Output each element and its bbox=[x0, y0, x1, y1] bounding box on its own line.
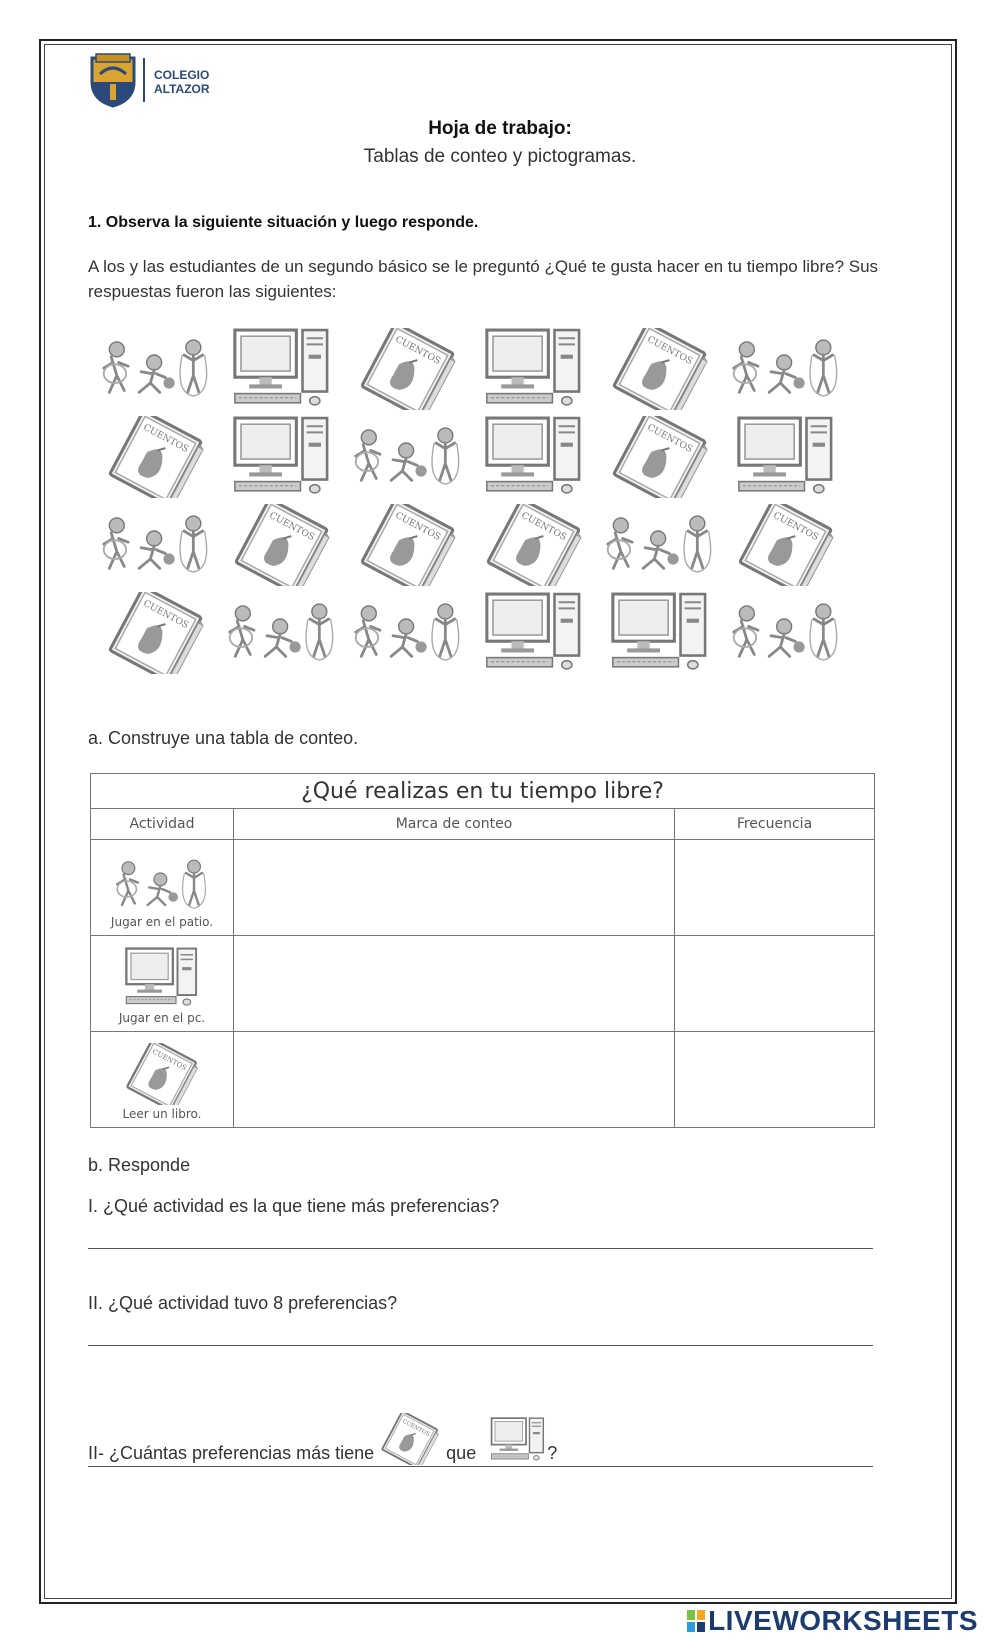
activity-picture-grid bbox=[100, 328, 880, 676]
part-b-label: b. Responde bbox=[88, 1155, 191, 1175]
children-playing-icon bbox=[604, 504, 722, 590]
tally-table bbox=[90, 773, 875, 1128]
storybook-icon bbox=[604, 328, 722, 414]
tally-cell[interactable] bbox=[234, 840, 675, 936]
question-1-heading: 1. Observa la siguiente situación y luego responde. bbox=[88, 214, 479, 231]
activity-label: Jugar en el pc. bbox=[118, 1011, 206, 1025]
situation-text: A los y las estudiantes de un segundo básico se le preguntó ¿Qué te gusta hacer en tu tiempo libre? Sus respuestas fueron las siguientes: bbox=[88, 257, 879, 301]
computer-icon bbox=[604, 592, 722, 678]
frequency-cell[interactable] bbox=[675, 840, 875, 936]
children-playing-icon bbox=[730, 328, 848, 414]
children-playing-icon bbox=[226, 592, 344, 678]
storybook-icon bbox=[352, 328, 470, 414]
children-playing-icon bbox=[100, 504, 218, 590]
computer-icon bbox=[226, 328, 344, 414]
children-playing-icon bbox=[352, 592, 470, 678]
storybook-icon bbox=[604, 416, 722, 502]
tally-cell[interactable] bbox=[234, 936, 675, 1032]
question-i: I. ¿Qué actividad es la que tiene más preferencias? bbox=[88, 1196, 500, 1216]
header-frequency: Frecuencia bbox=[675, 809, 875, 840]
storybook-icon bbox=[119, 1043, 205, 1105]
school-logo bbox=[88, 52, 228, 112]
table-row bbox=[91, 936, 875, 1032]
computer-icon bbox=[122, 947, 202, 1009]
question-iii-mid: que bbox=[446, 1443, 477, 1463]
children-playing-icon bbox=[100, 328, 218, 414]
computer-icon bbox=[489, 1417, 547, 1463]
logo-divider bbox=[143, 58, 145, 102]
question-iii bbox=[88, 1413, 557, 1465]
computer-icon bbox=[478, 328, 596, 414]
activity-cell bbox=[91, 1032, 234, 1128]
storybook-icon bbox=[379, 1413, 441, 1465]
storybook-icon bbox=[226, 504, 344, 590]
school-name bbox=[154, 68, 210, 96]
answer-line-3[interactable] bbox=[88, 1466, 873, 1467]
liveworksheets-text: LIVEWORKSHEETS bbox=[708, 1605, 978, 1636]
storybook-icon bbox=[730, 504, 848, 590]
activity-cell bbox=[91, 936, 234, 1032]
header-tally-mark: Marca de conteo bbox=[234, 809, 675, 840]
storybook-icon bbox=[478, 504, 596, 590]
answer-line-2[interactable] bbox=[88, 1345, 873, 1346]
tally-cell[interactable] bbox=[234, 1032, 675, 1128]
header-activity: Actividad bbox=[91, 809, 234, 840]
computer-icon bbox=[226, 416, 344, 502]
school-name-line1: COLEGIO bbox=[154, 68, 210, 82]
frequency-cell[interactable] bbox=[675, 1032, 875, 1128]
computer-icon bbox=[478, 416, 596, 502]
table-row bbox=[91, 840, 875, 936]
activity-label: Jugar en el patio. bbox=[110, 915, 214, 929]
children-playing-icon bbox=[352, 416, 470, 502]
table-row bbox=[91, 1032, 875, 1128]
activity-cell bbox=[91, 840, 234, 936]
children-playing-icon bbox=[112, 857, 212, 913]
question-iii-end: ? bbox=[547, 1443, 558, 1463]
storybook-icon bbox=[100, 416, 218, 502]
part-a-label: a. Construye una tabla de conteo. bbox=[88, 728, 359, 748]
activity-label: Leer un libro. bbox=[122, 1107, 202, 1121]
frequency-cell[interactable] bbox=[675, 936, 875, 1032]
answer-line-1[interactable] bbox=[88, 1248, 873, 1249]
question-ii: II. ¿Qué actividad tuvo 8 preferencias? bbox=[88, 1293, 398, 1313]
storybook-icon bbox=[352, 504, 470, 590]
children-playing-icon bbox=[730, 592, 848, 678]
computer-icon bbox=[478, 592, 596, 678]
tally-table-title: ¿Qué realizas en tu tiempo libre? bbox=[91, 774, 875, 809]
liveworksheets-brand[interactable] bbox=[687, 1605, 978, 1637]
school-shield-icon bbox=[88, 52, 138, 108]
computer-icon bbox=[730, 416, 848, 502]
question-iii-start: II- ¿Cuántas preferencias más tiene bbox=[88, 1443, 375, 1463]
liveworksheets-logo-icon bbox=[687, 1610, 705, 1632]
worksheet-title: Hoja de trabajo: bbox=[428, 118, 572, 139]
storybook-icon bbox=[100, 592, 218, 678]
worksheet-subtitle: Tablas de conteo y pictogramas. bbox=[363, 146, 637, 167]
school-name-line2: ALTAZOR bbox=[154, 82, 210, 96]
